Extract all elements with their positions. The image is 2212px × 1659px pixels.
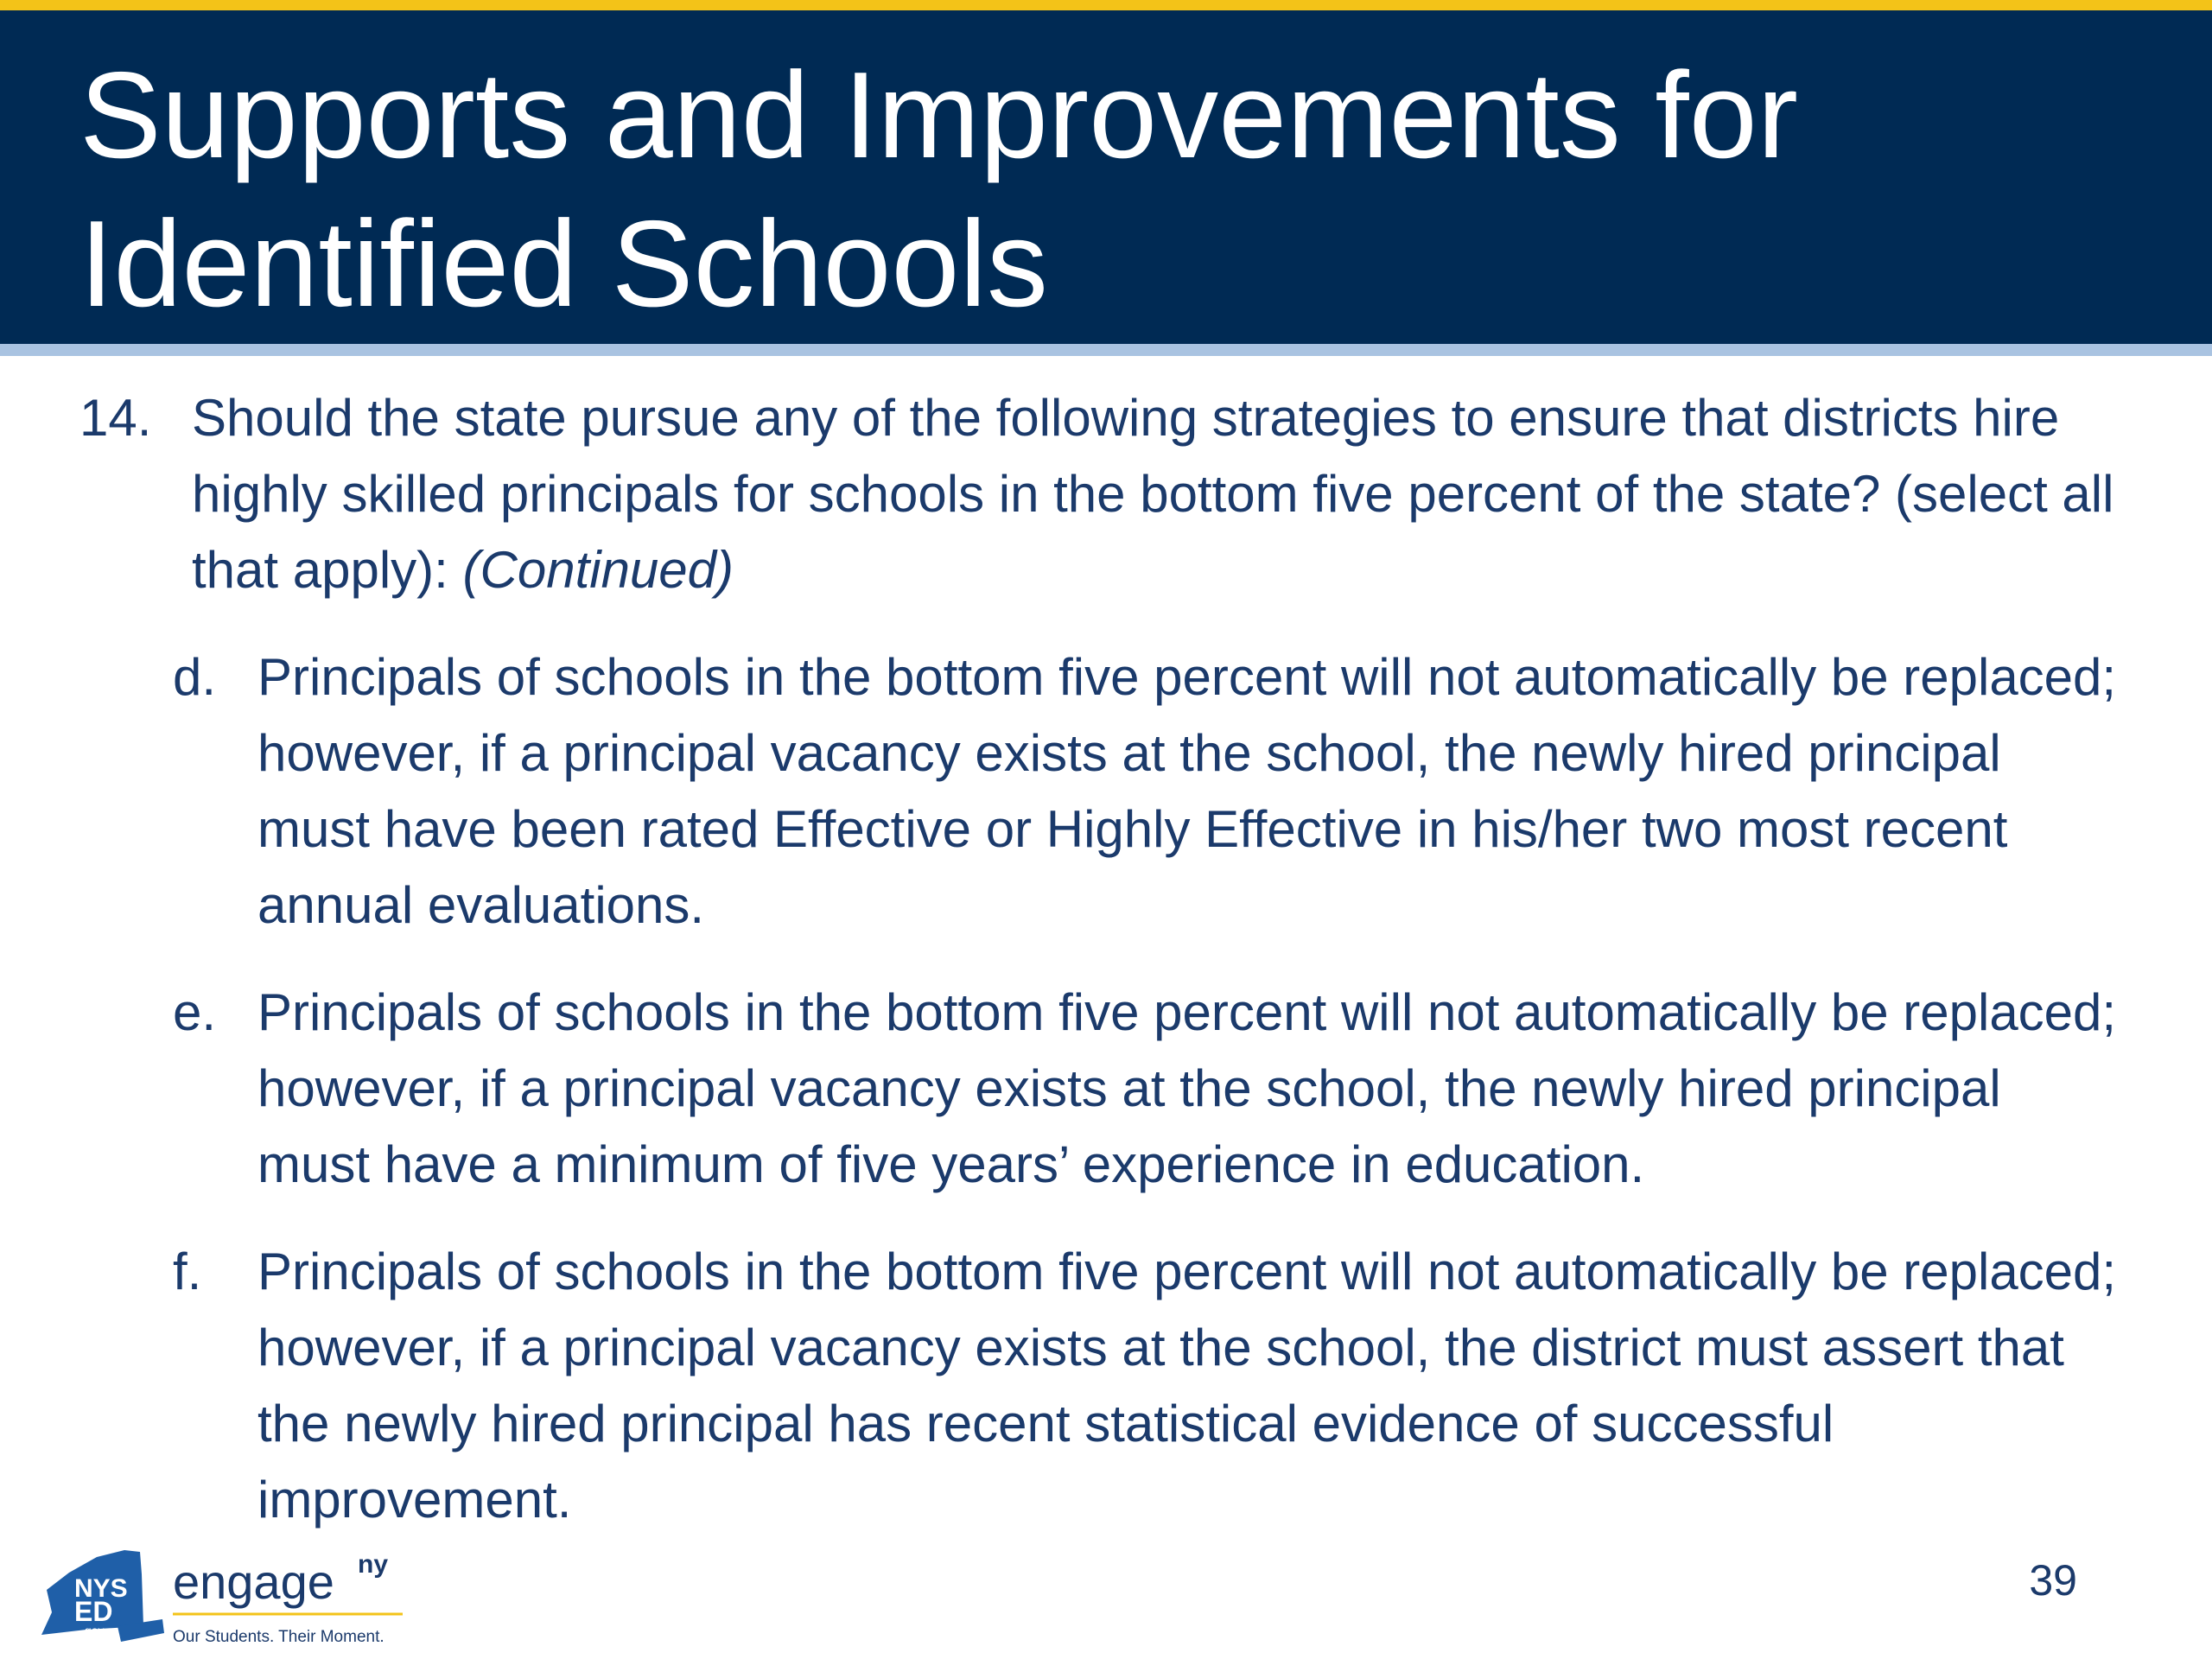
option-d	[173, 639, 2126, 944]
logo-tagline: Our Students. Their Moment.	[173, 1628, 385, 1646]
page-number: 39	[2029, 1556, 2077, 1605]
option-text: Principals of schools in the bottom five percent will not automatically be replaced; however, if a principal vacancy exists at the school, the newly hired principal must have a minimum of five years’ experience in education.	[257, 983, 2117, 1193]
question-number: 14.	[79, 389, 152, 447]
title-bar-accent-stripe	[0, 344, 2212, 356]
option-letter: e.	[173, 983, 217, 1041]
engageny-logo	[35, 1522, 432, 1652]
question-text-block	[192, 380, 2119, 608]
option-e	[173, 975, 2126, 1203]
slide-title-line-2: Identified Schools	[79, 195, 1048, 333]
continued-label: (Continued)	[462, 541, 734, 599]
title-bar	[0, 0, 2212, 354]
option-text: Principals of schools in the bottom five percent will not automatically be replaced; however, if a principal vacancy exists at the school, the newly hired principal must have been rated Effective or Highly Effective in his/her two most recent annual evaluations.	[257, 648, 2117, 934]
logo-nys-text: NYS	[74, 1574, 128, 1603]
logo-engage-text: engage	[173, 1554, 334, 1609]
option-letter: d.	[173, 648, 217, 706]
option-text: Principals of schools in the bottom five percent will not automatically be replaced; however, if a principal vacancy exists at the school, the district must assert that the newly hired principal has recent statistical evidence of successful improvement.	[257, 1243, 2117, 1529]
option-letter: f.	[173, 1243, 202, 1300]
question-text: Should the state pursue any of the following strategies to ensure that districts hire highly skilled principals for schools in the bottom five percent of the state? (select all that apply):	[192, 389, 2114, 599]
logo-ny-text: ny	[358, 1550, 389, 1579]
question-14	[79, 380, 2119, 608]
slide-title-line-1: Supports and Improvements for	[79, 47, 1798, 184]
option-f	[173, 1234, 2126, 1538]
slide-title	[79, 41, 2136, 339]
logo-ed-text: ED	[74, 1596, 113, 1627]
nysed-state-icon	[41, 1550, 164, 1642]
logo-gov-text: .gov	[81, 1624, 105, 1637]
